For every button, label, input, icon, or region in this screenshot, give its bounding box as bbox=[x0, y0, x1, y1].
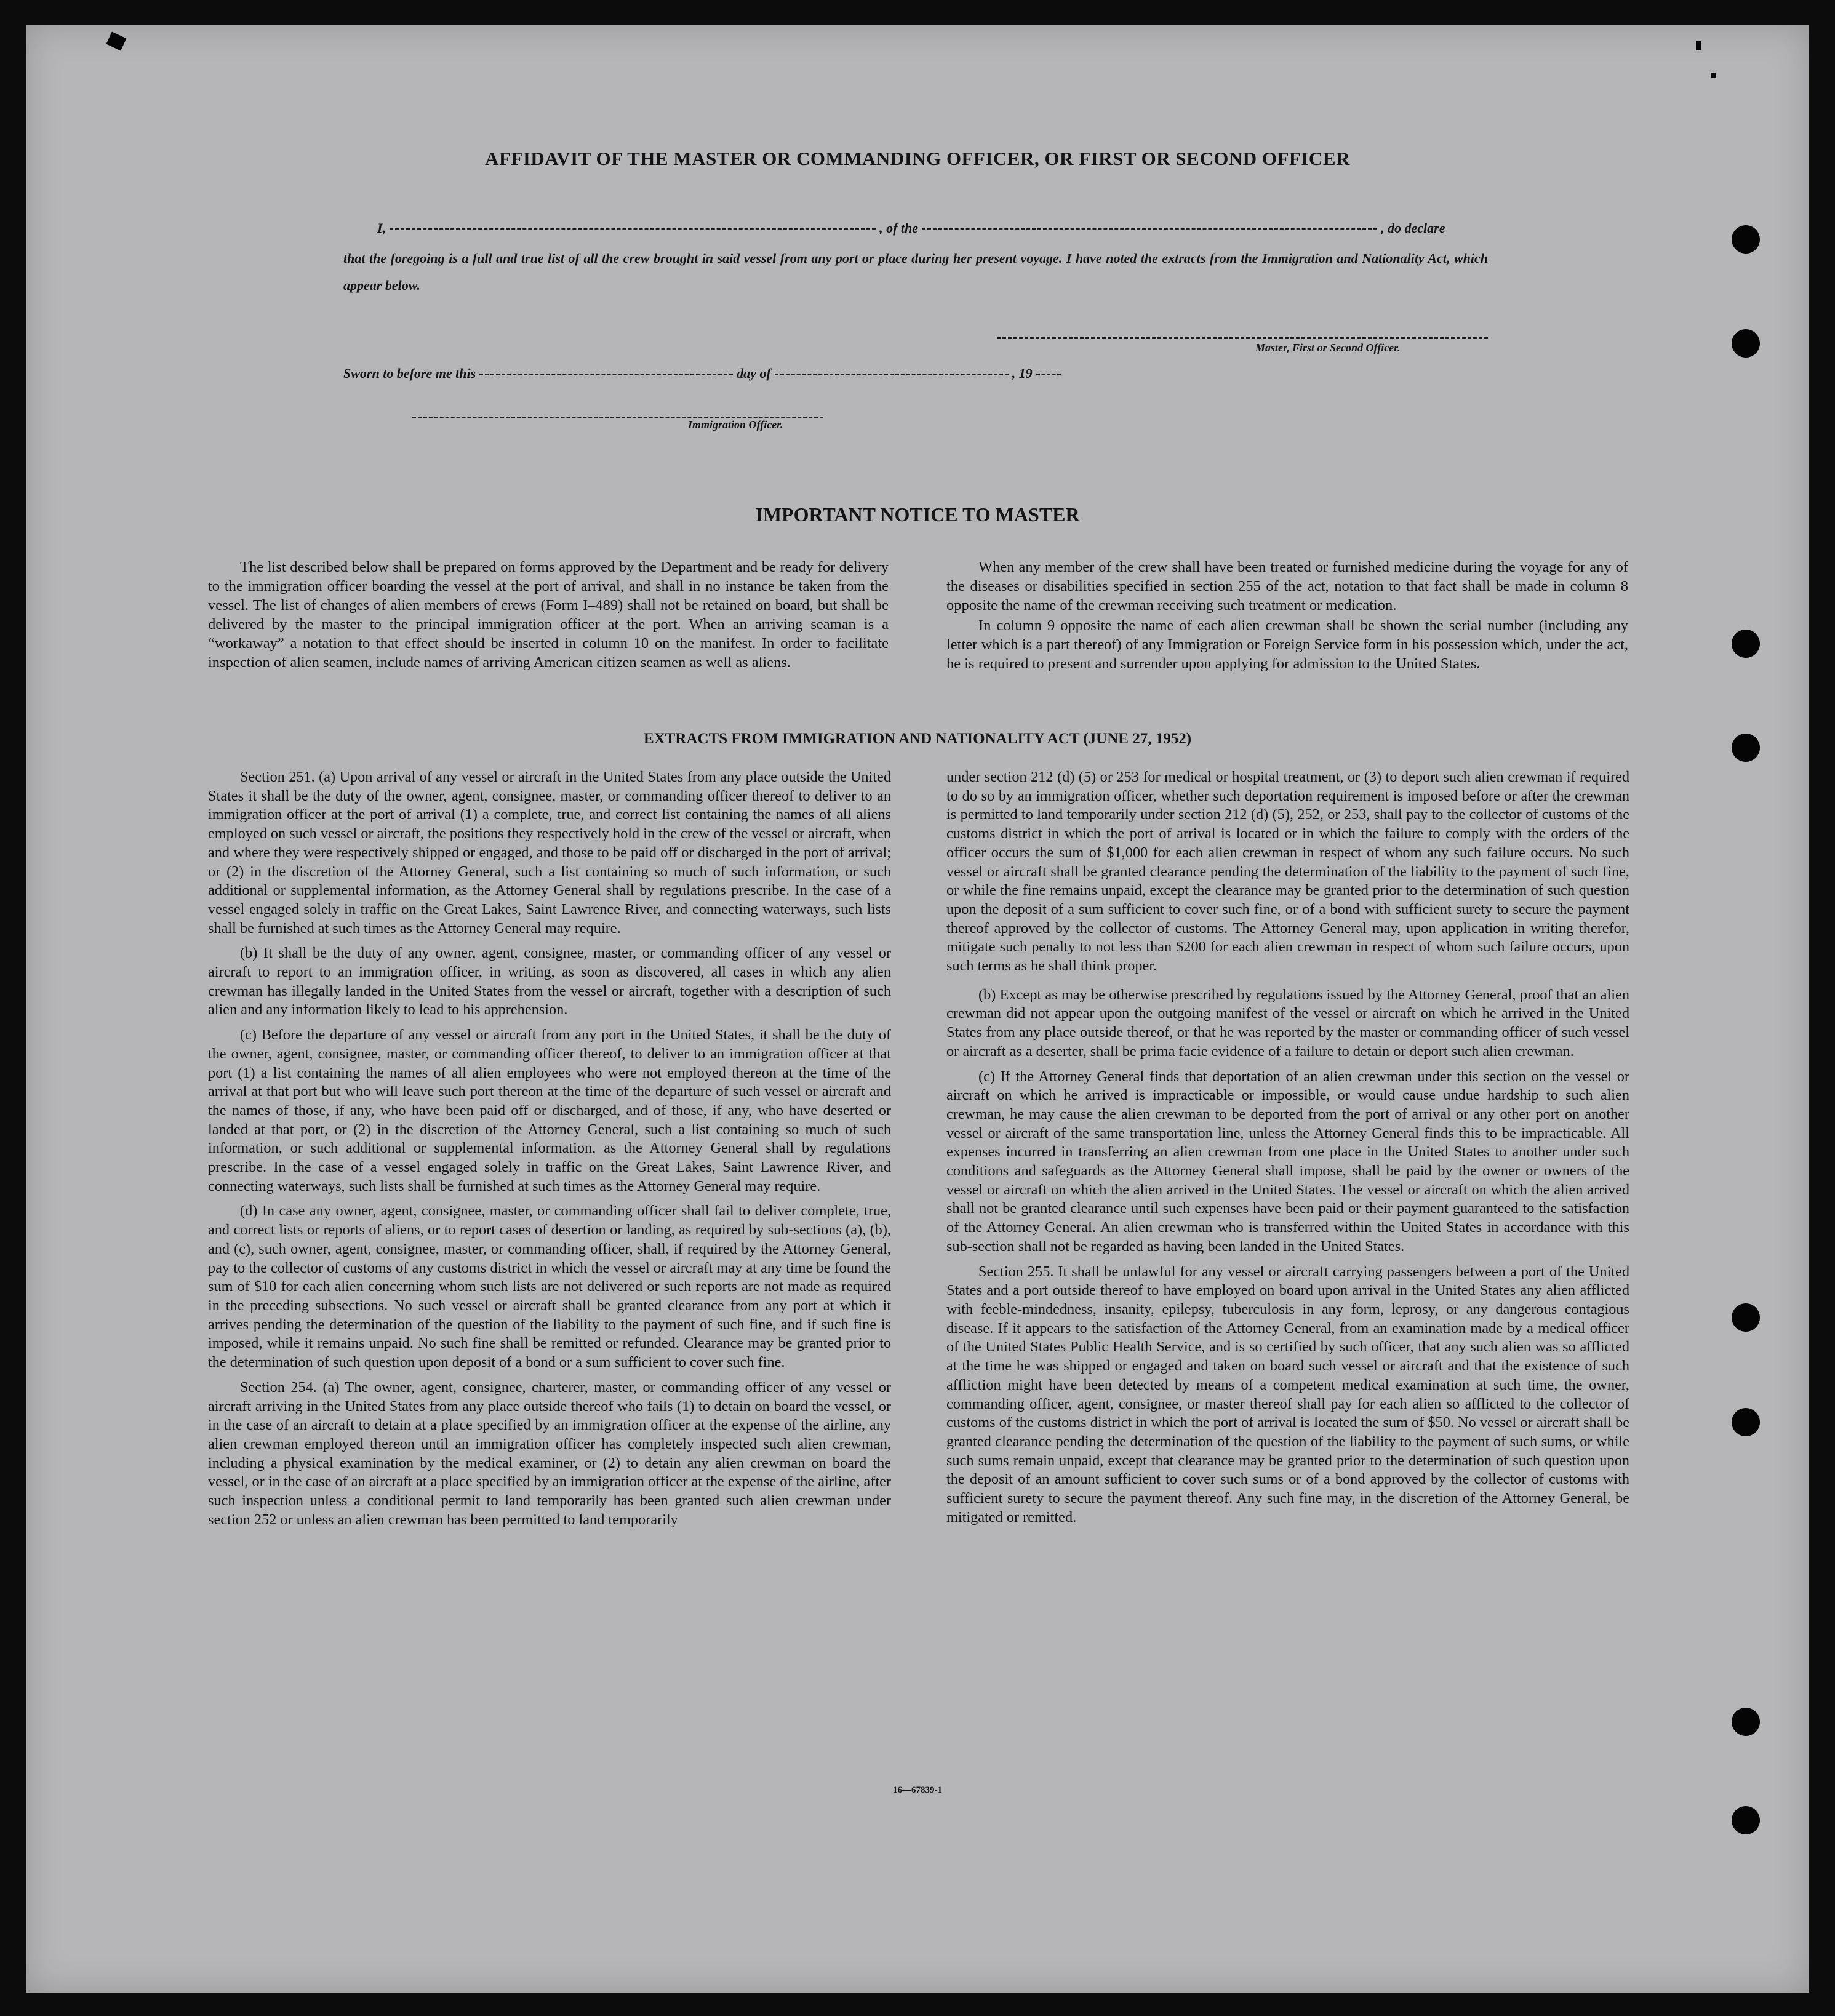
affidavit-title: AFFIDAVIT OF THE MASTER OR COMMANDING OFFICER, OR FIRST OR SECOND OFFICER bbox=[485, 148, 1350, 169]
sworn-prefix: Sworn to before me this bbox=[343, 366, 476, 381]
affidavit-statement: that the foregoing is a full and true list of all the crew brought in said vessel from any port or place during her present voyage. I have noted the extracts from the Immigration and Nationality Act, which appear below. bbox=[343, 250, 1488, 293]
sworn-year-blank bbox=[1036, 374, 1061, 375]
notice-right-column bbox=[946, 558, 1628, 679]
punch-hole bbox=[1732, 1408, 1760, 1436]
act-section-paragraph: (b) Except as may be otherwise prescribed by regulations issued by the Attorney General, proof that an alien crewman did not appear upon the outgoing manifest of the vessel or aircraft on which he arrived in the United States from any place outside thereof, or that he was reported by the master or commanding officer of such vessel or aircraft as a deserter, shall be prima facie evidence of a failure to detain or deport such alien crewman. bbox=[946, 986, 1629, 1060]
sworn-month-blank bbox=[775, 374, 1009, 375]
ink-speck bbox=[1696, 41, 1701, 50]
sworn-day-blank bbox=[479, 374, 733, 375]
form-code: 16—67839-1 bbox=[893, 1785, 942, 1795]
master-signature-label: Master, First or Second Officer. bbox=[1255, 342, 1401, 354]
name-blank bbox=[390, 228, 876, 230]
act-section-paragraph: (b) It shall be the duty of any owner, agent, consignee, master, or commanding officer of any vessel or aircraft to report to an immigration officer, in writing, as soon as discovered, all cases in which any alien crewman has illegally landed in the United States from the vessel or aircraft, together with a description of such alien and any information likely to lead to his apprehension. bbox=[208, 945, 891, 1018]
vessel-blank bbox=[922, 228, 1377, 230]
act-section-paragraph: (c) Before the departure of any vessel or aircraft from any port in the United States, it shall be the duty of the owner, agent, consignee, master, or commanding officer thereof, to deliver to an immigration officer at that port (1) a list containing the names of all alien employees who were not employed thereon at the time of the arrival at that port but who will leave such port thereon at the time of the departure of such vessel or aircraft and the names of those, if any, who have been paid off or discharged, and of those, if any, who have deserted or landed at that port, or (2) in the discretion of the Attorney General, such a list containing so much of such information, or such additional or supplemental information, as the Attorney General shall by regulations prescribe. In the case of a vessel engaged solely in traffic on the Great Lakes, Saint Lawrence River, and connecting waterways, such lists shall be furnished at such times as the Attorney General may require. bbox=[208, 1026, 891, 1194]
extracts-left-column bbox=[208, 768, 891, 1535]
notice-left-column bbox=[208, 558, 889, 678]
act-section-paragraph: Section 251. (a) Upon arrival of any vessel or aircraft in the United States from any place outside the United States it shall be the duty of the owner, agent, consignee, master, or commanding officer thereof to deliver to an immigration officer at the port of arrival (1) a complete, true, and correct list containing the names of all aliens employed on such vessel or aircraft, the positions they respectively hold in the crew of the vessel or aircraft, when and where they were respectively shipped or engaged, and those to be paid off or discharged in the port of arrival; or (2) in the discretion of the Attorney General, such a list containing so much of such information, or such additional or supplemental information, as the Attorney General shall by regulations prescribe. In the case of a vessel engaged solely in traffic on the Great Lakes, Saint Lawrence River, and connecting waterways, such lists shall be furnished at such times as the Attorney General may require. bbox=[208, 769, 891, 937]
declare-mid: , of the bbox=[879, 220, 919, 236]
declare-suffix: , do declare bbox=[1381, 220, 1445, 236]
punch-hole bbox=[1732, 329, 1760, 358]
extracts-right-column bbox=[946, 768, 1629, 1533]
notice-title: IMPORTANT NOTICE TO MASTER bbox=[755, 503, 1080, 526]
officer-signature-label: Immigration Officer. bbox=[688, 418, 783, 431]
master-signature-line bbox=[997, 329, 1488, 345]
act-section-paragraph: under section 212 (d) (5) or 253 for medical or hospital treatment, or (3) to deport such alien crewman if required to do so by an immigration officer, whether such deportation requirement is imposed before or after the crewman is permitted to land temporarily under section 212 (d) (5), 252, or 253, shall pay to the collector of customs of the customs district in which the port of arrival is located or in which the failure to comply with the orders of the officer occurs the sum of $1,000 for each alien crewman in respect of whom any such failure occurs. No such vessel or aircraft shall be granted clearance pending the determination of the liability to the payment of such fine, or while the fine remains unpaid, except the clearance may be granted prior to the determination of such question upon the deposit of a sum sufficient to cover such fine, or of a bond with sufficient surety to secure the payment thereof approved by the collector of customs. The Attorney General may, upon application in writing therefor, mitigate such penalty to not less than $200 for each alien crewman in respect of whom such failure occurs, upon such terms as he shall think proper. bbox=[946, 769, 1629, 975]
punch-hole bbox=[1732, 630, 1760, 658]
sworn-day: day of bbox=[737, 366, 771, 381]
notice-paragraph: The list described below shall be prepared on forms approved by the Department and be ready for delivery to the immigration officer boarding the vessel at the port of arrival, and shall in no instance be taken from the vessel. The list of changes of alien members of crews (Form I–489) shall not be retained on board, but shall be delivered by the master to the principal immigration officer at the port. When an arriving seaman is a “workaway” a notation to that effect should be inserted in column 10 on the manifest. In order to facilitate inspection of alien seamen, include names of arriving American citizen seamen as well as aliens. bbox=[208, 559, 889, 671]
extracts-title: EXTRACTS FROM IMMIGRATION AND NATIONALITY ACT (JUNE 27, 1952) bbox=[643, 730, 1192, 747]
punch-hole bbox=[1732, 1708, 1760, 1736]
punch-hole bbox=[1732, 1806, 1760, 1834]
sworn-year: , 19 bbox=[1012, 366, 1033, 381]
declaration-line bbox=[377, 220, 1445, 236]
act-section-paragraph: Section 255. It shall be unlawful for any vessel or aircraft carrying passengers between a port of the United States and a port outside thereof to have employed on board upon arrival in the United States any alien afflicted with feeble-mindedness, insanity, epilepsy, tuberculosis in any form, leprosy, or any dangerous contagious disease. If it appears to the satisfaction of the Attorney General, from an examination made by a medical officer of the United States Public Health Service, and is so certified by such officer, that any such alien was so afflicted at the time he was shipped or engaged and taken on board such vessel or aircraft and that the existence of such affliction might have been detected by means of a competent medical examination at such time, the owner, commanding officer, agent, consignee, or master thereof shall pay for each alien so afflicted to the collector of customs of the customs district in which the port of arrival is located the sum of $50. No vessel or aircraft shall be granted clearance pending the determination of the question of the liability to the payment of such sums, or while such sums remain unpaid, except that clearance may be granted prior to the determination of such question upon the deposit of an amount sufficient to cover such sums or of a bond approved by the collector of customs with sufficient surety to secure the payment thereof. Any such fine may, in the discretion of the Attorney General, be mitigated or remitted. bbox=[946, 1263, 1629, 1526]
signature-blank bbox=[997, 337, 1488, 339]
ink-speck bbox=[1711, 73, 1716, 78]
punch-hole bbox=[1732, 1303, 1760, 1332]
notice-paragraph: When any member of the crew shall have been treated or furnished medicine during the voyage for any of the diseases or disabilities specified in section 255 of the act, notation to that fact shall be made in column 8 opposite the name of the crewman receiving such treatment or medication. bbox=[946, 559, 1628, 614]
declare-prefix: I, bbox=[377, 220, 386, 236]
sworn-line bbox=[343, 366, 1065, 382]
act-section-paragraph: (c) If the Attorney General finds that deportation of an alien crewman under this section on the vessel or aircraft on which he arrived is impracticable or impossible, or would cause undue hardship to such alien crewman, he may cause the alien crewman to be deported from the port of arrival or any other port on another vessel or aircraft of the same transportation line, unless the Attorney General finds this to be impracticable. All expenses incurred in transferring an alien crewman from one place in the United States to another under such conditions and safeguards as the Attorney General shall impose, shall be paid by the owner or owners of the vessel or aircraft on which the alien arrived in the United States. The vessel or aircraft on which the alien arrived shall not be granted clearance until such expenses have been paid or their payment guaranteed to the satisfaction of the Attorney General. An alien crewman who is transferred within the United States in accordance with this sub-section shall not be regarded as having been landed in the United States. bbox=[946, 1068, 1629, 1255]
punch-hole bbox=[1732, 225, 1760, 254]
act-section-paragraph: (d) In case any owner, agent, consignee, master, or commanding officer shall fail to deliver complete, true, and correct lists or reports of aliens, or to report cases of desertion or landing, as required by sub-sections (a), (b), and (c), such owner, agent, consignee, master, or commanding officer, shall, if required by the Attorney General, pay to the collector of customs of any customs district in which the vessel or aircraft may at any time be found the sum of $10 for each alien concerning whom such lists are not delivered or such reports are not made as required in the preceding subsections. No such vessel or aircraft shall be granted clearance from any port at which it arrives pending the determination of the question of the liability to the payment of such fine, and if such fine is imposed, while it remains unpaid. No such fine shall be remitted or refunded. Clearance may be granted prior to the determination of such question upon deposit of a bond or a sum sufficient to cover such fine. bbox=[208, 1202, 891, 1371]
act-section-paragraph: Section 254. (a) The owner, agent, consignee, charterer, master, or commanding officer of any vessel or aircraft arriving in the United States from any place outside thereof who fails (1) to detain on board the vessel, or in the case of an aircraft to detain at a place specified by an immigration officer at the expense of the airline, any alien crewman employed thereon until an immigration officer has completely inspected such alien crewman, including a physical examination by the medical examiner, or (2) to detain any alien crewman on board the vessel, or in the case of an aircraft at a place specified by an immigration officer at the expense of the airline, after such inspection unless a conditional permit to land temporarily has been granted such alien crewman under section 252 or unless an alien crewman has been permitted to land temporarily bbox=[208, 1378, 891, 1528]
notice-paragraph: In column 9 opposite the name of each alien crewman shall be shown the serial number (including any letter which is a part thereof) of any Immigration or Foreign Service form in his possession which, under the act, he is required to present and surrender upon applying for admission to the United States. bbox=[946, 617, 1628, 672]
